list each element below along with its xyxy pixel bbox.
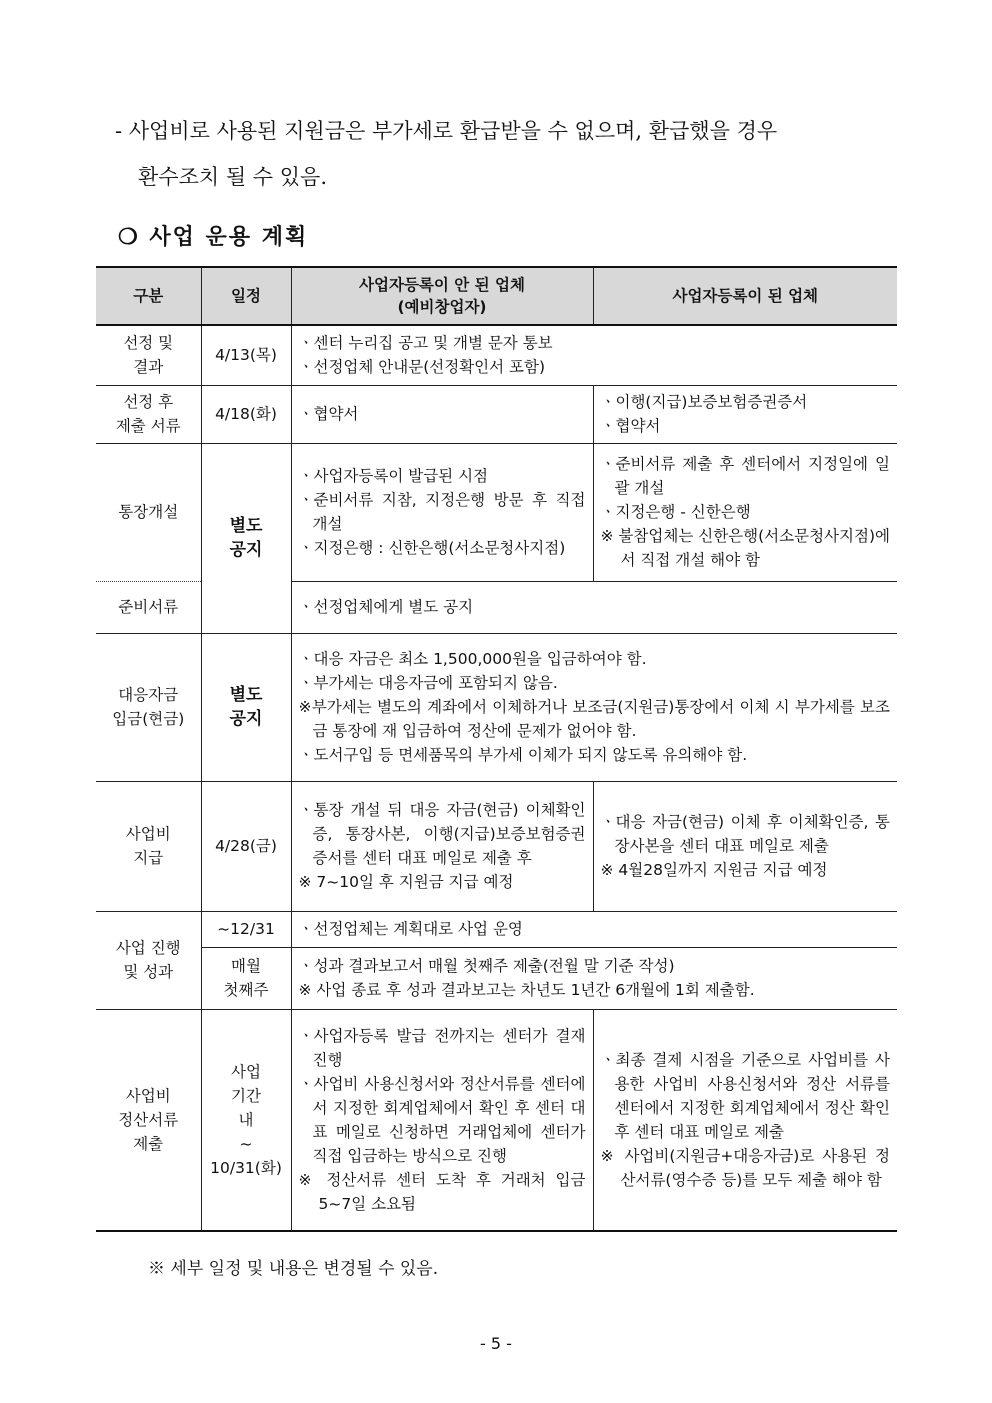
content-item: ㆍ선정업체는 계획대로 사업 운영 (298, 920, 523, 938)
row-schedule: 4/18(화) (201, 385, 291, 443)
content-item: ㆍ이행(지급)보증보험증권증서 (600, 393, 808, 411)
header-registered: 사업자등록이 된 업체 (593, 267, 897, 325)
intro-line-2: 환수조치 될 수 있음. (138, 165, 327, 189)
content-item: ㆍ사업자등록이 발급된 시점 (298, 467, 489, 485)
row-content-registered (593, 385, 897, 443)
content-item: ㆍ사업자등록 발급 전까지는 센터가 결재 진행 (298, 1026, 586, 1069)
row-category: 대응자금 입금(현금) (96, 633, 201, 781)
row-schedule: 4/28(금) (201, 781, 291, 911)
row-content-unregistered (291, 1009, 593, 1231)
content-item: ㆍ부가세는 대응자금에 포함되지 않음. (298, 674, 558, 692)
content-note: ※ 4월28일까지 지원금 지급 예정 (600, 861, 828, 879)
row-content (291, 581, 897, 633)
row-content-registered (593, 443, 897, 581)
header-schedule: 일정 (201, 267, 291, 325)
row-category: 사업비 지급 (96, 781, 201, 911)
table-row (96, 911, 897, 947)
content-item: ㆍ최종 결제 시점을 기준으로 사업비를 사용한 사업비 사용신청서와 정산 서류를 센터에서 지정한 회계업체에서 정산 확인 후 센터 대표 메일로 제출 (600, 1050, 890, 1141)
content-item: ㆍ준비서류 제출 후 센터에서 지정일에 일괄 개설 (600, 455, 890, 497)
content-note: ※ 7~10일 후 지원금 지급 예정 (298, 873, 514, 891)
content-item: ㆍ통장 개설 뒤 대응 자금(현금) 이체확인증, 통장사본, 이행(지급)보증보험증권 증서를 센터 대표 메일로 제출 후 (298, 801, 586, 867)
row-content-unregistered (291, 385, 593, 443)
row-category: 통장개설 (96, 443, 201, 581)
operation-plan-table (96, 266, 897, 1232)
content-item: ㆍ지정은행 : 신한은행(서소문청사지점) (298, 539, 566, 557)
header-unregistered: 사업자등록이 안 된 업체 (예비창업자) (291, 267, 593, 325)
content-item: ㆍ협약서 (298, 405, 359, 423)
row-content (291, 325, 897, 385)
table-row (96, 781, 897, 911)
content-item: ㆍ준비서류 지참, 지정은행 방문 후 직접 개설 (298, 491, 586, 533)
row-content (291, 633, 897, 781)
content-note: ※ 사업비(지원금+대응자금)로 사용된 정산서류(영수증 등)를 모두 제출 해야 함 (600, 1146, 890, 1189)
row-content (291, 947, 897, 1009)
table-row (96, 325, 897, 385)
content-note: ※ 사업 종료 후 성과 결과보고는 차년도 1년간 6개월에 1회 제출함. (298, 981, 755, 999)
row-category: 사업비 정산서류 제출 (96, 1009, 201, 1231)
page-number: - 5 - (480, 1334, 512, 1353)
row-category: 사업 진행 및 성과 (96, 911, 201, 1009)
content-item: ㆍ대응 자금은 최소 1,500,000원을 입금하여야 함. (298, 650, 647, 668)
row-schedule: 별도 공지 (201, 633, 291, 781)
content-note: ※ 정산서류 센터 도착 후 거래처 입금 5~7일 소요됨 (298, 1170, 586, 1213)
content-item: ㆍ지정은행 - 신한은행 (600, 503, 751, 521)
content-note: ※ 불참업체는 신한은행(서소문청사지점)에서 직접 개설 해야 함 (600, 527, 890, 569)
row-category: 선정 및 결과 (96, 325, 201, 385)
content-item: ㆍ선정업체에게 별도 공지 (298, 598, 474, 616)
row-content-unregistered (291, 781, 593, 911)
content-item: ㆍ센터 누리집 공고 및 개별 문자 통보 (298, 334, 553, 353)
table-header-row (96, 267, 897, 325)
row-schedule: 매월 첫째주 (201, 947, 291, 1009)
row-schedule: ~12/31 (201, 911, 291, 947)
table-row (96, 1009, 897, 1231)
table-row (96, 633, 897, 781)
row-schedule: 별도 공지 (201, 443, 291, 633)
intro-paragraph (115, 108, 905, 200)
row-content-unregistered (291, 443, 593, 581)
content-item: ㆍ대응 자금(현금) 이체 후 이체확인증, 통장사본을 센터 대표 메일로 제출 (600, 813, 890, 855)
row-schedule: 4/13(목) (201, 325, 291, 385)
content-item: ㆍ성과 결과보고서 매월 첫째주 제출(전월 말 기준 작성) (298, 957, 675, 975)
header-category: 구분 (96, 267, 201, 325)
table-row (96, 947, 897, 1009)
content-item: ㆍ도서구입 등 면세품목의 부가세 이체가 되지 않도록 유의해야 함. (298, 746, 748, 764)
content-item: ㆍ선정업체 안내문(선정확인서 포함) (298, 358, 546, 377)
row-category: 준비서류 (96, 581, 201, 633)
table-row (96, 443, 897, 581)
row-content-registered (593, 1009, 897, 1231)
content-item: ㆍ협약서 (600, 417, 661, 435)
content-note: ※부가세는 별도의 계좌에서 이체하거나 보조금(지원금)통장에서 이체 시 부가세를 보조금 통장에 재 입금하여 정산에 문제가 없어야 함. (298, 698, 890, 740)
intro-line-1: - 사업비로 사용된 지원금은 부가세로 환급받을 수 없으며, 환급했을 경우 (115, 119, 778, 143)
content-item: ㆍ사업비 사용신청서와 정산서류를 센터에서 지정한 회계업체에서 확인 후 센터 대표 메일로 신청하면 거래업체에 센터가 직접 입금하는 방식으로 진행 (298, 1074, 586, 1165)
footnote: ※ 세부 일정 및 내용은 변경될 수 있음. (148, 1259, 439, 1279)
row-content-registered (593, 781, 897, 911)
section-heading: ❍ 사업 운용 계획 (118, 224, 309, 250)
row-category: 선정 후 제출 서류 (96, 385, 201, 443)
table-row (96, 385, 897, 443)
row-schedule: 사업 기간 내 ~ 10/31(화) (201, 1009, 291, 1231)
row-content (291, 911, 897, 947)
